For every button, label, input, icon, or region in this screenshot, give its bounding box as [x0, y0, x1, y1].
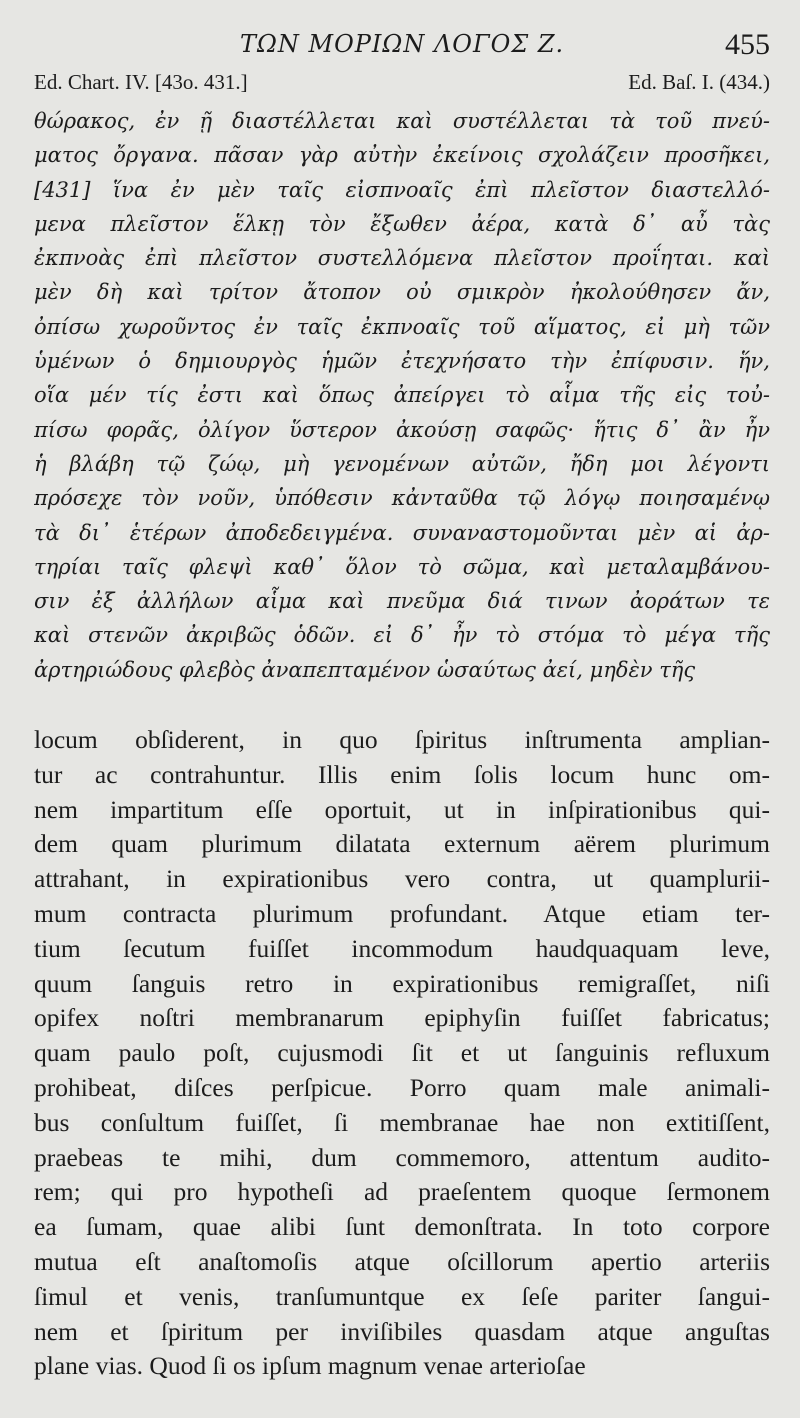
greek-text-line: καὶ στενῶν ἀκριβῶς ὁδῶν. εἰ δ᾽ ἦν τὸ στόμα τὸ μέγα τῆς	[34, 623, 770, 648]
latin-text-line: prohibeat, diſces perſpicue. Porro quam male animali-	[34, 1072, 770, 1102]
latin-text-line: quam paulo poſt, cujusmodi ſit et ut ſanguinis refluxum	[34, 1038, 770, 1068]
greek-text-line: σιν ἐξ ἀλλήλων αἷμα καὶ πνεῦμα διά τινων ἀοράτων τε	[34, 589, 770, 614]
greek-text-line: ὀπίσω χωροῦντος ἐν ταῖς ἐκπνοαῖς τοῦ αἵματος, εἰ μὴ τῶν	[34, 314, 770, 339]
greek-text-line: τηρίαι ταῖς φλεψὶ καθ᾽ ὅλον τὸ σῶμα, καὶ μεταλαμβάνου-	[34, 554, 770, 579]
greek-text-line: μὲν δὴ καὶ τρίτον ἄτοπον οὐ σμικρὸν ἠκολούθησεν ἄν,	[34, 280, 770, 305]
page-number: 455	[725, 28, 770, 61]
latin-text-line: ſimul et venis, tranſumuntque ex ſeſe pariter ſangui-	[34, 1281, 770, 1311]
latin-text-line: tur ac contrahuntur. Illis enim ſolis locum hunc om-	[34, 759, 770, 789]
latin-text-line: ea ſumam, quae alibi ſunt demonſtrata. In toto corpore	[34, 1212, 770, 1242]
greek-text-line: θώρακος, ἐν ῇ διαστέλλεται καὶ συστέλλεται τὰ τοῦ πνεύ-	[34, 109, 770, 133]
edition-reference-left: Ed. Chart. IV. [43o. 431.]	[34, 70, 248, 94]
latin-text-block	[34, 723, 770, 1384]
greek-text-line: οἵα μέν τίς ἐστι καὶ ὅπως ἀπείργει τὸ αἷμα τῆς εἰς τοὐ-	[34, 383, 770, 408]
latin-text-line: praebeas te mihi, dum commemoro, attentum audito-	[34, 1142, 770, 1172]
latin-text-line: quum ſanguis retro in expirationibus remigraſſet, niſi	[34, 968, 770, 998]
running-head-title: ΤΩΝ ΜΟΡΙΩΝ ΛΟΓΟΣ Ζ.	[240, 30, 565, 58]
latin-text-line: bus conſultum fuiſſet, ſi membranae hae non extitiſſent,	[34, 1107, 770, 1137]
latin-text-line: tium ſecutum fuiſſet incommodum haudquaquam leve,	[34, 933, 770, 963]
latin-text-line: plane vias. Quod ſi os ipſum magnum venae arterioſae	[34, 1351, 586, 1381]
greek-text-line: ἀρτηριώδους φλεβὸς ἀναπεπταμένον ὡσαύτως ἀεί, μηδὲν τῆς	[34, 657, 696, 682]
latin-text-line: locum obſiderent, in quo ſpiritus inſtrumenta amplian-	[34, 725, 770, 754]
latin-text-line: rem; qui pro hypotheſi ad praeſentem quoque ſermonem	[34, 1177, 770, 1207]
greek-text-line: πίσω φορᾶς, ὀλίγον ὕστερον ἀκούσῃ σαφῶς· ἥτις δ᾽ ἂν ἦν	[34, 417, 770, 442]
latin-text-line: opifex noſtri membranarum epiphyſin fuiſſet fabricatus;	[34, 1003, 770, 1033]
latin-text-line: mutua eſt anaſtomoſis atque oſcillorum apertio arteriis	[34, 1246, 770, 1276]
edition-reference-right: Ed. Baſ. I. (434.)	[628, 70, 770, 94]
latin-text-line: dem quam plurimum dilatata externum aërem plurimum	[34, 829, 770, 859]
edition-reference-line	[34, 70, 770, 100]
latin-text-line: attrahant, in expirationibus vero contra, ut quamplurii-	[34, 864, 770, 894]
greek-text-line: [431] ἵνα ἐν μὲν ταῖς εἰσπνοαῖς ἐπὶ πλεῖστον διαστελλό-	[34, 177, 770, 202]
greek-text-line: ἡ βλάβη τῷ ζώῳ, μὴ γενομένων αὐτῶν, ἤδη μοι λέγοντι	[34, 451, 770, 476]
greek-text-line: μενα πλεῖστον ἕλκῃ τὸν ἔξωθεν ἀέρα, κατὰ δ᾽ αὖ τὰς	[34, 211, 770, 236]
latin-text-line: nem et ſpiritum per inviſibiles quasdam atque anguſtas	[34, 1316, 770, 1346]
greek-text-line: ὑμένων ὁ δημιουργὸς ἡμῶν ἐτεχνήσατο τὴν ἐπίφυσιν. ἥν,	[34, 349, 770, 374]
latin-text-line: nem impartitum eſſe oportuit, ut in inſpirationibus qui-	[34, 794, 770, 824]
greek-text-block	[34, 104, 770, 687]
greek-text-line: ματος ὄργανα. πᾶσαν γὰρ αὐτὴν ἐκείνοις σχολάζειν προσῆκει,	[34, 143, 770, 168]
running-head	[0, 28, 800, 64]
greek-text-line: πρόσεχε τὸν νοῦν, ὑπόθεσιν κἀνταῦθα τῷ λόγῳ ποιησαμένῳ	[34, 486, 770, 511]
latin-text-line: mum contracta plurimum profundant. Atque etiam ter-	[34, 898, 770, 928]
greek-text-line: τὰ δι᾽ ἑτέρων ἀποδεδειγμένα. συναναστομοῦνται μὲν αἱ ἀρ-	[34, 520, 770, 545]
greek-text-line: ἐκπνοὰς ἐπὶ πλεῖστον συστελλόμενα πλεῖστον προΐηται. καὶ	[34, 246, 770, 271]
